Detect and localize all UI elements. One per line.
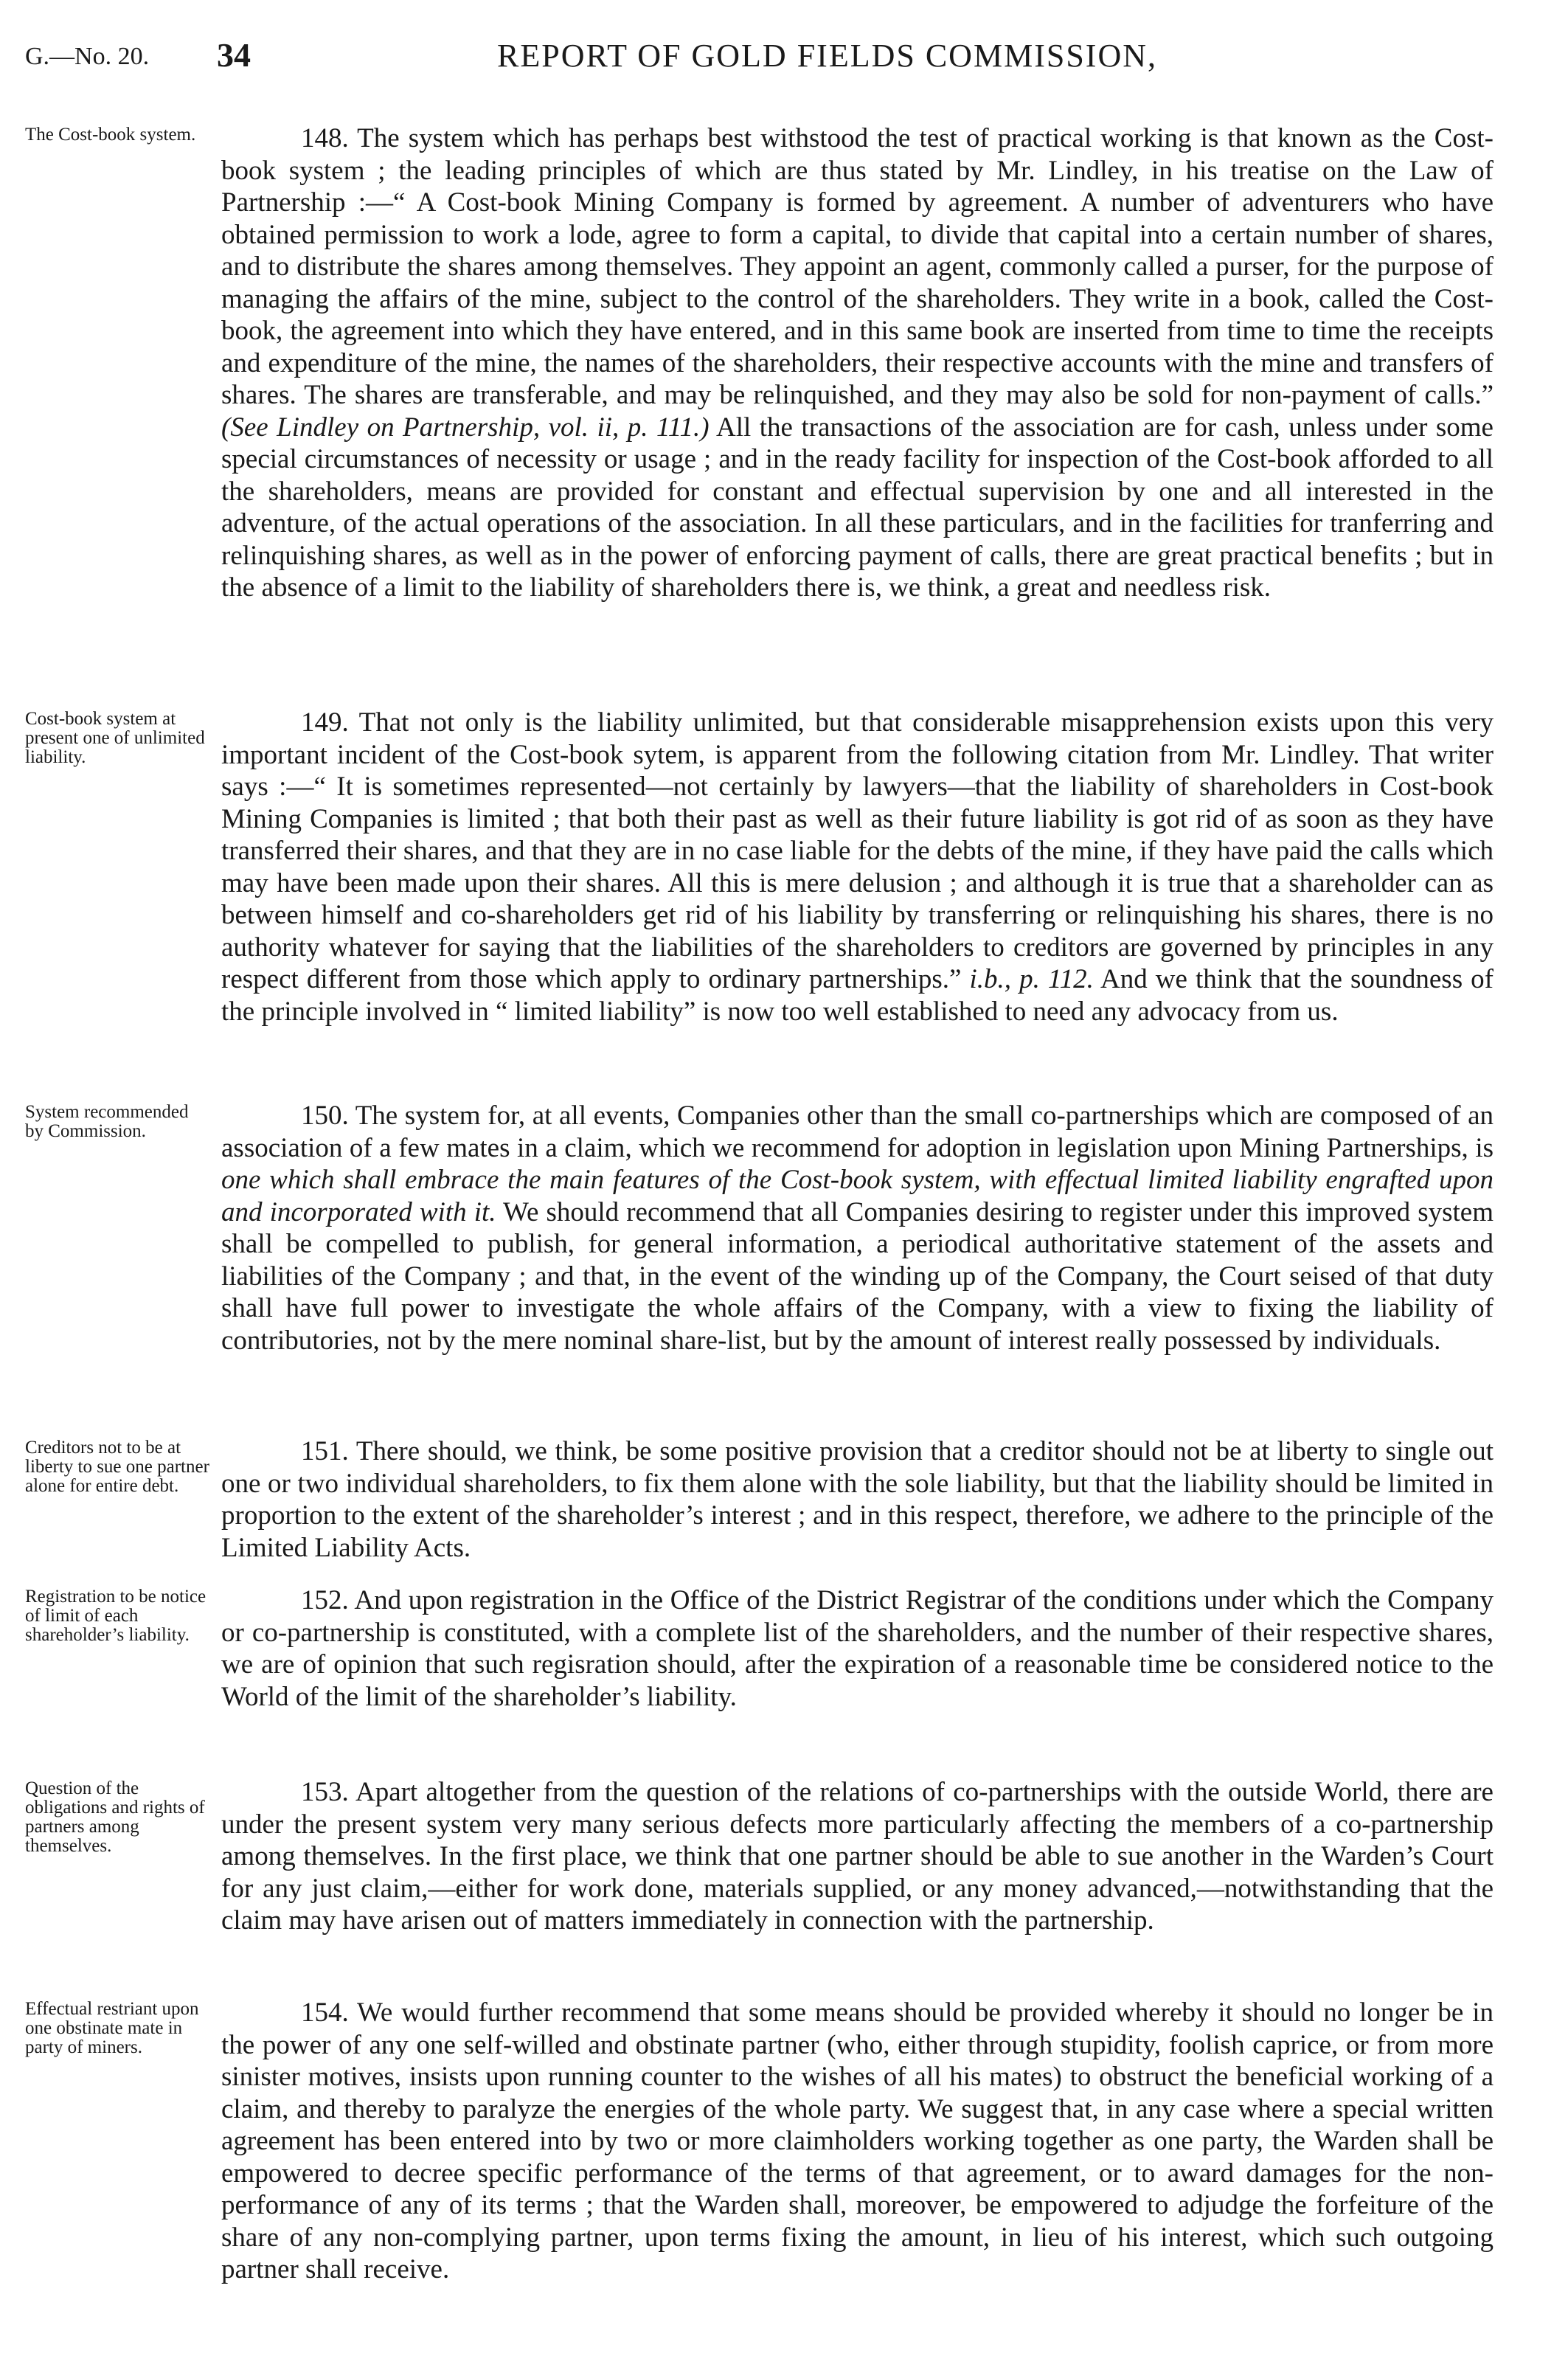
paragraph-text: The system which has perhaps best withstood the test of practical working is that known as the Cost-book system ; the leading principles of which are thus stated by Mr. Lindley, in his treatise on the Law of Partnership :—“ A Cost-book Mining Company is formed by agreement. A number of adventurers who have obtained permission to work a lode, agree to form a capital, to divide that capital into a certain number of shares, and to distribute the shares among themselves. They appoint an agent, commonly called a purser, for the purpose of managing the affairs of the mine, subject to the control of the shareholders. They write in a book, called the Cost-book, the agreement into which they have entered, and in this same book are inserted from time to time the receipts and expenditure of the mine, the names of the shareholders, their respective accounts with the mine and transfers of shares. The shares are transferable, and may be relinquished, and they may also be sold for non-payment of calls.”	[221, 123, 1494, 410]
margin-note: Registration to be notice of limit of each shareholder’s liability.	[25, 1587, 207, 1645]
paragraph-text: There should, we think, be some positive provision that a creditor should not be at liberty to single out one or two individual shareholders, to fix them alone with the sole liability, but that the liability should be limited in proportion to the extent of the shareholder’s interest ; and in this respect, therefore, we adhere to the principle of the Limited Liability Acts.	[221, 1436, 1494, 1563]
paragraph-number: 151.	[301, 1436, 349, 1466]
margin-note: Creditors not to be at liberty to sue one partner alone for entire debt.	[25, 1438, 209, 1496]
paragraph-emphasis: one which shall embrace the main features of the Cost-book system, with effectual limited liability engrafted upon and incorporated with it.	[221, 1165, 1494, 1227]
paragraph-text: That not only is the liability unlimited, but that considerable misapprehension exists upon this very important incident of the Cost-book sytem, is apparent from the following citation from Mr. Lindley. That writer says :—“ It is sometimes represented—not certainly by lawyers—that the liability of shareholders in Cost-book Mining Companies is limited ; that both their past as well as their future liability is got rid of as soon as they have transferred their shares, and that they are in no case liable for the debts of the mine, if they have paid the calls which may have been made upon their shares. All this is mere delusion ; and although it is true that a shareholder can as between himself and co-shareholders get rid of his liability by transferring or relinquishing his shares, there is no authority whatever for saying that the liabilities of the shareholders to creditors are governed by principles in any respect different from those which apply to ordinary partnerships.”	[221, 707, 1494, 994]
paragraph-number: 148.	[301, 123, 349, 153]
paragraph-text-continued: And we think that the soundness of the principle involved in “ limited liability” is now too well established to need any advocacy from us.	[221, 964, 1494, 1027]
page-number: 34	[217, 36, 251, 74]
paragraph	[221, 1100, 1494, 1356]
paragraph-citation: (See Lindley on Partnership, vol. ii, p. 111.)	[221, 412, 710, 443]
margin-note: Cost-book system at present one of unlimited liability.	[25, 709, 205, 767]
margin-note: System recommended by Commission.	[25, 1102, 189, 1141]
margin-note: Question of the obligations and rights of partners among themselves.	[25, 1778, 205, 1856]
document-reference: G.—No. 20.	[25, 43, 150, 70]
paragraph-text: Apart altogether from the question of the relations of co-partnerships with the outside World, there are under the present system very many serious defects more particularly affecting the members of a co-partnership among themselves. In the first place, we think that one partner should be able to sue another in the Warden’s Court for any just claim,—either for work done, materials supplied, or any money advanced,—notwithstanding that the claim may have arisen out of matters immediately in connection with the partnership.	[221, 1777, 1494, 1936]
paragraph	[221, 122, 1494, 604]
paragraph-text: We would further recommend that some means should be provided whereby it should no longer be in the power of any one self-willed and obstinate partner (who, either through stupidity, foolish caprice, or from more sinister motives, insists upon running counter to the wishes of all his mates) to obstruct the beneficial working of a claim, and thereby to paralyze the energies of the whole party. We suggest that, in any case where a special written agreement has been entered into by two or more claimholders working together as one party, the Warden shall be empowered to decree specific performance of the terms of that agreement, or to award damages for the non-performance of any of its terms ; that the Warden shall, moreover, be empowered to adjudge the forfeiture of the share of any non-complying partner, upon terms fixing the amount, in lieu of his interest, which such outgoing partner shall receive.	[221, 1997, 1494, 2284]
paragraph	[221, 1776, 1494, 1937]
paragraph-number: 150.	[301, 1101, 349, 1131]
page-title: REPORT OF GOLD FIELDS COMMISSION,	[497, 38, 1157, 74]
paragraph-number: 154.	[301, 1997, 349, 2028]
paragraph-text: The system for, at all events, Companies other than the small co-partnerships which are composed of an association of a few mates in a claim, which we recommend for adoption in legislation upon Mining Partnerships, is	[221, 1101, 1494, 1163]
paragraph	[221, 1435, 1494, 1564]
paragraph-number: 152.	[301, 1585, 349, 1615]
paragraph	[221, 1584, 1494, 1713]
paragraph-text-continued: We should recommend that all Companies desiring to register under this improved system shall be compelled to publish, for general information, a periodical authoritative statement of the assets and liabilities of the Company ; and that, in the event of the winding up of the Company, the Court seised of that duty shall have full power to investigate the whole affairs of the Company, with a view to fixing the liability of contributories, not by the mere nominal share-list, but by the amount of interest really possessed by individuals.	[221, 1196, 1494, 1356]
page-header	[25, 35, 1508, 87]
margin-note: The Cost-book system.	[25, 125, 196, 145]
paragraph-text: And upon registration in the Office of the District Registrar of the conditions under which the Company or co-partnership is constituted, with a complete list of the shareholders, and the number of their respective shares, we are of opinion that such regisration should, after the expiration of a reasonable time be considered notice to the World of the limit of the shareholder’s liability.	[221, 1585, 1494, 1712]
paragraph	[221, 1997, 1494, 2286]
paragraph-number: 149.	[301, 707, 349, 738]
paragraph-citation: i.b., p. 112.	[969, 964, 1094, 994]
paragraph	[221, 707, 1494, 1028]
margin-note: Effectual restriant upon one obstinate mate in party of miners.	[25, 1999, 199, 2057]
paragraph-number: 153.	[301, 1777, 349, 1807]
paragraph-text-continued: All the transactions of the association are for cash, unless under some special circumstances of necessity or usage ; and in the ready facility for inspection of the Cost-book afforded to all the shareholders, means are provided for constant and effectual supervision by one and all interested in the adventure, of the actual operations of the association. In all these particulars, and in the facilities for tranferring and relinquishing shares, as well as in the power of enforcing payment of calls, there are great practical benefits ; but in the absence of a limit to the liability of shareholders there is, we think, a great and needless risk.	[221, 412, 1494, 603]
